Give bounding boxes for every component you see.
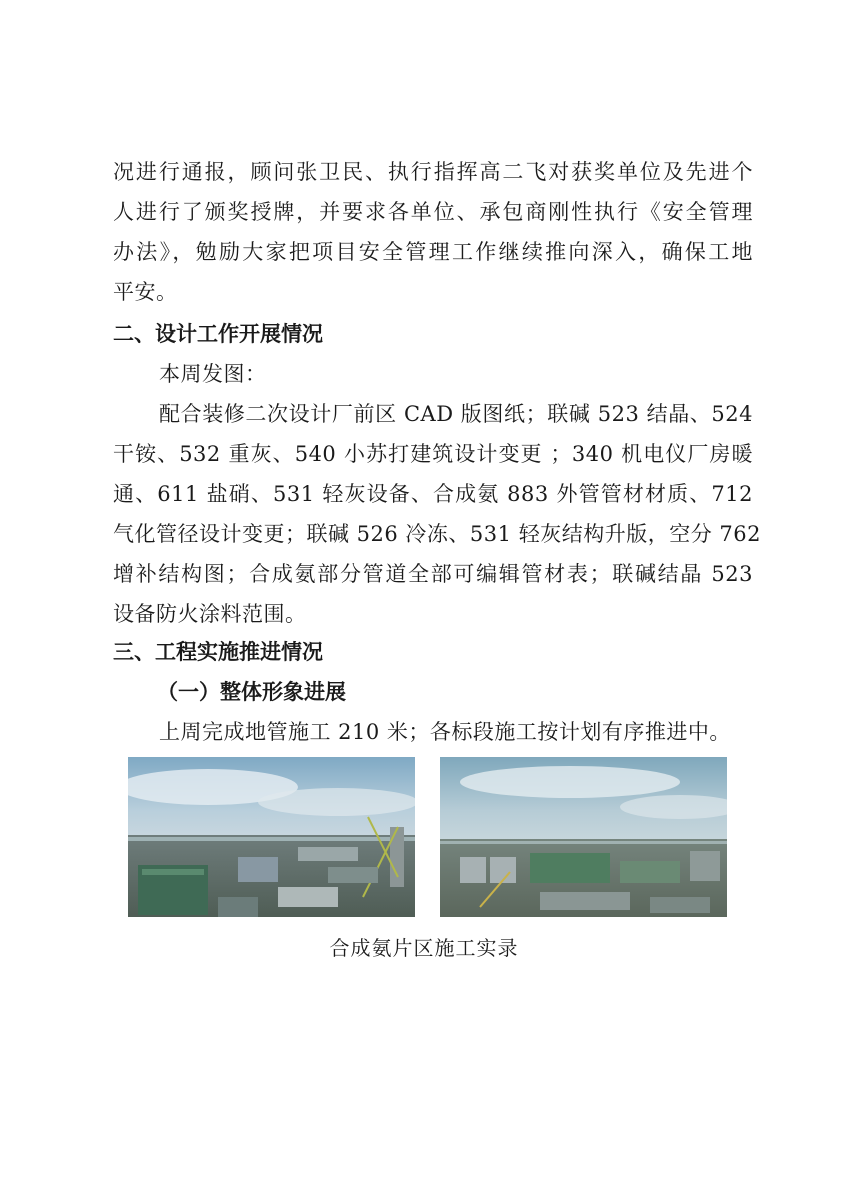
text-line: 平安。 xyxy=(113,280,178,304)
construction-photo-left xyxy=(128,757,415,917)
section-heading-construction: 三、工程实施推进情况 xyxy=(113,640,323,664)
text-line: 配合装修二次设计厂前区 CAD 版图纸；联碱 523 结晶、524 xyxy=(159,402,753,426)
subsection-heading-progress: （一）整体形象进展 xyxy=(157,680,346,704)
text-line: 办法》，勉励大家把项目安全管理工作继续推向深入，确保工地 xyxy=(113,240,753,264)
photo-caption: 合成氨片区施工实录 xyxy=(329,936,519,960)
text-line: 设备防火涂料范围。 xyxy=(113,602,307,626)
section-heading-design: 二、设计工作开展情况 xyxy=(113,322,323,346)
progress-paragraph: 上周完成地管施工 210 米；各标段施工按计划有序推进中。 xyxy=(159,720,731,744)
text-line: 气化管径设计变更；联碱 526 冷冻、531 轻灰结构升版，空分 762 xyxy=(113,522,761,546)
text-line: 干铵、532 重灰、540 小苏打建筑设计变更 ；340 机电仪厂房暖 xyxy=(113,442,753,466)
text-line: 况进行通报，顾问张卫民、执行指挥高二飞对获奖单位及先进个 xyxy=(113,160,753,184)
text-line: 通、611 盐硝、531 轻灰设备、合成氨 883 外管管材材质、712 xyxy=(113,482,753,506)
construction-photo-right xyxy=(440,757,727,917)
design-intro: 本周发图： xyxy=(159,362,267,386)
text-line: 人进行了颁奖授牌，并要求各单位、承包商刚性执行《安全管理 xyxy=(113,200,753,224)
text-line: 增补结构图；合成氨部分管道全部可编辑管材表；联碱结晶 523 xyxy=(113,562,753,586)
